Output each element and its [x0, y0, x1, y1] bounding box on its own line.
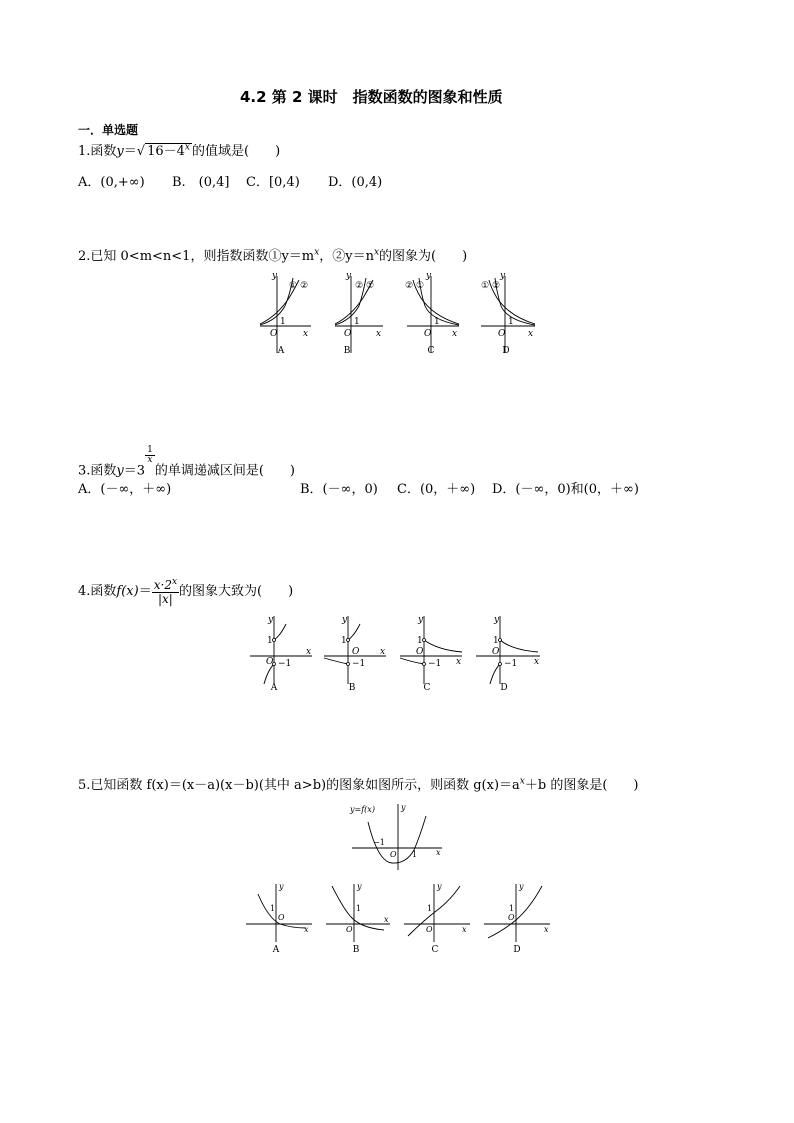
- q1-option-b[interactable]: B. (0,4]: [172, 175, 230, 190]
- q5d-o: O: [508, 913, 515, 922]
- q5-graph-c: [404, 884, 470, 942]
- q5d-one: 1: [509, 904, 515, 913]
- q2a-one: 1: [280, 317, 286, 327]
- q4d-y: y: [494, 615, 500, 625]
- page-title: 4.2 第 2 课时 指数函数的图象和性质: [240, 88, 503, 106]
- q4-number: 4.: [78, 584, 91, 600]
- q5-text: 已知函数 f(x)＝(x－a)(x－b)(其中 a>b)的图象如图所示，则函数 g(x)＝a: [90, 778, 520, 793]
- q5d-y: y: [519, 882, 524, 891]
- question-5: [78, 774, 638, 793]
- question-2: [78, 245, 467, 264]
- q5b-y: y: [357, 882, 362, 891]
- sqrt-sign: √: [136, 144, 146, 159]
- q4c-o: O: [416, 647, 424, 657]
- question-1: [78, 140, 280, 159]
- q4-caption-d: D: [500, 683, 508, 693]
- q5-number: 5.: [78, 778, 91, 793]
- q4-pre: 函数: [90, 584, 117, 600]
- q2d-y: y: [500, 271, 506, 281]
- q4c-one: 1: [417, 636, 423, 646]
- q1-eq: ＝: [123, 144, 137, 159]
- q5a-o: O: [278, 913, 285, 922]
- q5a-x: x: [304, 925, 309, 934]
- q5-graph-b: [326, 884, 390, 942]
- q5-main-y: y: [401, 803, 406, 812]
- q4a-y: y: [268, 615, 274, 625]
- q4-fraction: [152, 578, 179, 605]
- q3-option-a[interactable]: A．(－∞，＋∞): [78, 482, 172, 497]
- q3-post: 的单调递减区间是( ): [154, 463, 295, 479]
- q3-eq: ＝: [123, 463, 137, 479]
- q4a-o: O: [266, 657, 274, 667]
- q3-option-c[interactable]: C．(0，＋∞): [397, 482, 476, 497]
- q5-main-x: x: [436, 848, 441, 857]
- q2c-c2: ②: [405, 281, 414, 291]
- q2c-one: 1: [434, 317, 440, 327]
- q2d-o: O: [498, 329, 506, 339]
- q2a-x: x: [303, 329, 309, 339]
- q2b-o: O: [344, 329, 352, 339]
- q4b-y: y: [342, 615, 348, 625]
- q3-exp-num: 1: [147, 445, 153, 455]
- q5-main-graph: [348, 800, 448, 872]
- q2b-c2: ②: [355, 281, 364, 291]
- q4-caption-c: C: [423, 683, 431, 693]
- q5d-x: x: [544, 925, 549, 934]
- q4a-x: x: [306, 647, 312, 657]
- q2-caption-b: B: [343, 346, 351, 356]
- q2b-x: x: [376, 329, 382, 339]
- q4b-x: x: [380, 647, 386, 657]
- q2c-y: y: [426, 271, 432, 281]
- q3-option-b[interactable]: B．(－∞，0): [300, 482, 378, 497]
- q2b-one: 1: [354, 317, 360, 327]
- q4-denominator: |x|: [157, 591, 173, 606]
- q2c-o: O: [424, 329, 432, 339]
- q2-mid: ，②y＝n: [319, 249, 374, 264]
- q4-caption-b: B: [348, 683, 356, 693]
- q5-fx-label: [349, 805, 375, 814]
- q2a-o: O: [270, 329, 278, 339]
- q5-post: ＋b 的图象是( ): [524, 778, 639, 793]
- q3-number: 3.: [78, 463, 91, 479]
- q5c-x: x: [462, 925, 467, 934]
- q2-post: 的图象为( ): [379, 249, 468, 264]
- q2-caption-a: A: [277, 346, 285, 356]
- q2-exp-2: x: [373, 247, 380, 258]
- q2d-one: 1: [508, 317, 514, 327]
- q1-pre: 函数: [90, 144, 117, 159]
- q4c-x: x: [456, 657, 462, 667]
- q1-number: 1.: [78, 144, 91, 159]
- q5-caption-a: A: [272, 945, 280, 955]
- q5a-one: 1: [270, 904, 276, 913]
- q1-radicand-box: [145, 143, 192, 159]
- q4b-o: O: [352, 647, 360, 657]
- q5-main-neg: −1: [373, 838, 385, 847]
- q2d-x: x: [528, 329, 534, 339]
- q1-radicand: 16－4: [147, 144, 185, 159]
- q4d-neg: −1: [504, 659, 518, 669]
- q5-fx-text: y=f(x): [350, 805, 375, 814]
- q5-graph-d: [484, 884, 550, 942]
- q2a-y: y: [272, 271, 278, 281]
- q2b-c1: ①: [366, 281, 375, 291]
- q2-caption-c: C: [427, 346, 435, 356]
- q4d-one: 1: [493, 636, 499, 646]
- q3-y: y: [116, 463, 124, 479]
- q2b-y: y: [346, 271, 352, 281]
- q2c-x: x: [452, 329, 458, 339]
- q4-num-text: x·2: [153, 578, 172, 592]
- q5-main-o: O: [390, 850, 397, 859]
- q5-caption-d: D: [513, 945, 521, 955]
- q5a-y: y: [279, 882, 284, 891]
- q4-graph-d: [476, 616, 540, 684]
- q5c-y: y: [437, 882, 442, 891]
- question-4: [78, 578, 293, 605]
- q4b-neg: −1: [352, 659, 366, 669]
- q1-option-c[interactable]: C．[0,4): [246, 175, 300, 190]
- q2d-c2: ②: [492, 281, 501, 291]
- q4-caption-a: A: [270, 683, 278, 693]
- q5b-neg: 1: [356, 904, 362, 913]
- q4c-neg: −1: [428, 659, 442, 669]
- q4-graph-a: [250, 616, 312, 684]
- q4-num-exp: x: [171, 577, 178, 587]
- q4-eq: ＝: [138, 584, 152, 600]
- q5-graphs: [244, 880, 560, 944]
- q3-base: 3: [136, 463, 146, 479]
- q3-option-d[interactable]: D．(－∞，0)和(0，＋∞): [492, 482, 639, 497]
- q2d-c1: ①: [481, 281, 490, 291]
- q1-exp: x: [184, 142, 190, 153]
- q1-option-d[interactable]: D．(0,4): [328, 175, 383, 190]
- section-heading: 一．单选题: [78, 123, 139, 137]
- q5c-one: 1: [427, 904, 433, 913]
- q2-graph-d: [481, 276, 535, 353]
- q4-func: f(x): [116, 584, 139, 600]
- q5c-o: O: [426, 925, 433, 934]
- q4-numerator: [152, 578, 179, 593]
- q4b-one: 1: [341, 636, 347, 646]
- q4a-neg: −1: [278, 659, 292, 669]
- q2-number: 2.: [78, 249, 91, 264]
- q3-exp-den: x: [147, 455, 153, 466]
- q3-pre: 函数: [90, 463, 117, 479]
- q4-graphs: [248, 612, 548, 688]
- q4d-x: x: [534, 657, 540, 667]
- q4-post: 的图象大致为( ): [179, 584, 294, 600]
- q1-y: y: [116, 144, 124, 159]
- q5b-x: x: [384, 915, 389, 924]
- q4d-o: O: [492, 647, 500, 657]
- question-3: [78, 446, 295, 478]
- q4a-one: 1: [267, 636, 273, 646]
- q3-exponent: [145, 446, 155, 466]
- q2-text: 已知 0<m<n<1，则指数函数①y＝m: [90, 249, 315, 264]
- q2c-c1: ①: [416, 281, 425, 291]
- q5-main-one: 1: [412, 850, 418, 859]
- q2-caption-d: D: [502, 346, 510, 356]
- q5-exp: x: [519, 776, 525, 787]
- q5b-o: O: [346, 925, 353, 934]
- q2a-c1: ①: [289, 281, 298, 291]
- q2-graph-c: [407, 276, 459, 353]
- q1-post: 的值域是( ): [192, 144, 281, 159]
- q1-option-a[interactable]: A．(0,+∞): [78, 175, 145, 190]
- q2-exp-1: x: [314, 247, 320, 258]
- q4-graph-c: [400, 616, 462, 684]
- q5-caption-b: B: [352, 945, 360, 955]
- q4c-y: y: [418, 615, 424, 625]
- q5-caption-c: C: [431, 945, 439, 955]
- q2a-c2: ②: [300, 281, 309, 291]
